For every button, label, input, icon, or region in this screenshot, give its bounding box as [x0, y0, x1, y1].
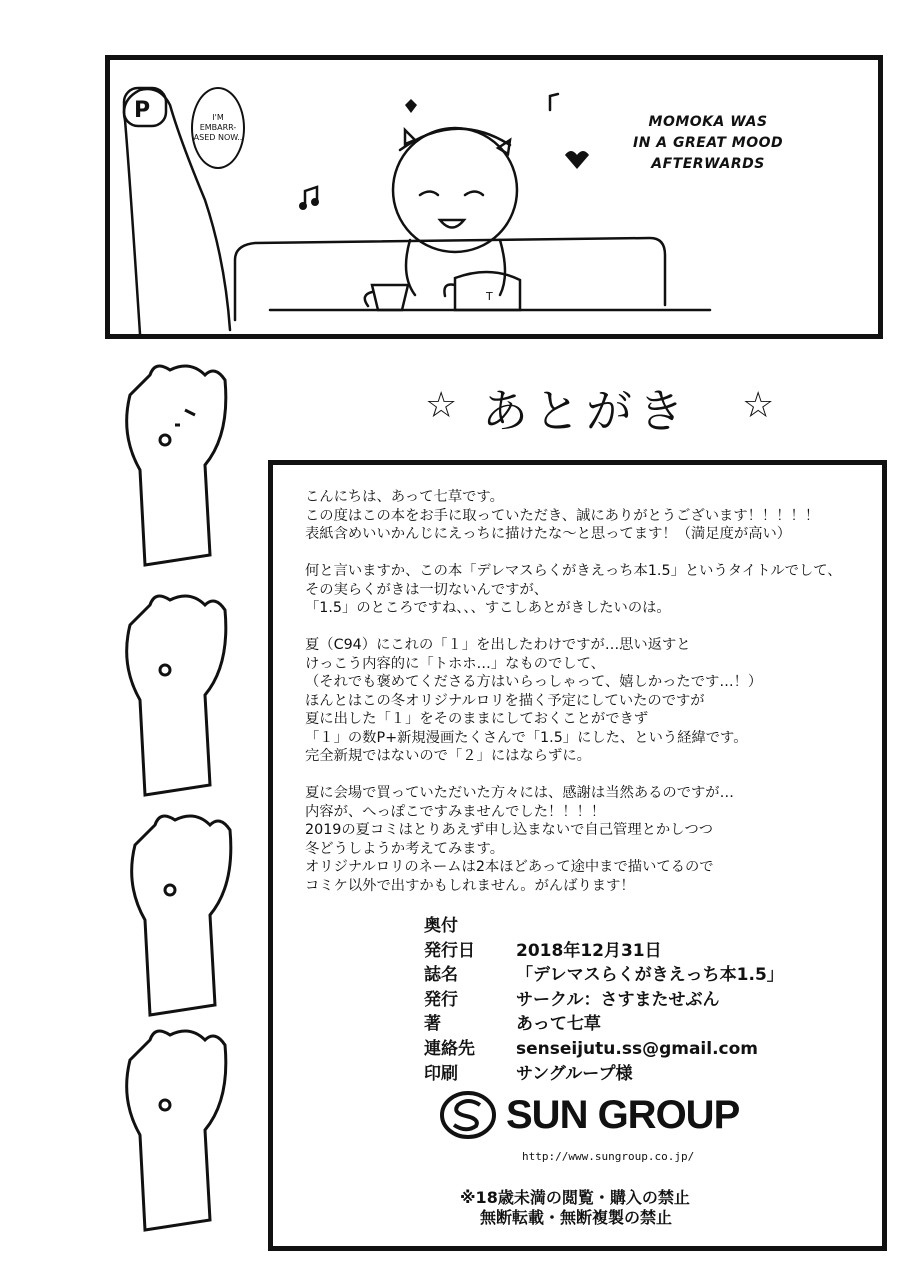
- body-line: 内容が、へっぽこですみませんでした！！！！: [305, 803, 606, 820]
- star-icon: ☆: [425, 385, 458, 426]
- sign-letter: P: [134, 98, 151, 123]
- body-line: ほんとはこの冬オリジナルロリを描く予定にしていたのですが: [305, 692, 705, 709]
- bear-doodle: [132, 816, 231, 1015]
- warnings: [460, 1188, 690, 1228]
- body-line: [305, 766, 842, 785]
- copy-warning: 無断転載・無断複製の禁止: [480, 1208, 673, 1227]
- colophon-row: [424, 1012, 784, 1037]
- colophon-key: 著: [424, 1014, 441, 1035]
- colophon-key: 発行日: [424, 940, 475, 961]
- caption-line: IN A GREAT MOOD: [633, 135, 784, 151]
- bear-doodle: [127, 1031, 226, 1230]
- printer-url: http://www.sungroup.co.jp/: [522, 1150, 695, 1163]
- caption-line: MOMOKA WAS: [648, 114, 768, 130]
- colophon-value: あって七草: [516, 1014, 601, 1035]
- body-line: 夏に会場で買っていただいた方々には、感謝は当然あるのですが…: [305, 785, 734, 801]
- colophon-row: [424, 1037, 784, 1062]
- body-line: 完全新規ではないので「２」にはならずに。: [305, 748, 591, 764]
- bear-doodles: [110, 355, 260, 1255]
- body-line: オリジナルロリのネームは2本ほどあって途中まで描いてるので: [305, 859, 714, 875]
- colophon-value: 「デレマスらくがきえっち本1.5」: [516, 965, 784, 986]
- afterword-body: [305, 488, 842, 895]
- body-line: その実らくがきは一切ないんですが、: [305, 581, 549, 598]
- colophon-key: 発行: [424, 989, 458, 1010]
- body-line: 夏（C94）にこれの「１」を出したわけですが…思い返すと: [305, 637, 691, 653]
- logo-text: SUN GROUP: [506, 1093, 740, 1137]
- colophon-value: 2018年12月31日: [516, 940, 662, 961]
- body-line: 夏に出した「１」をそのままにしておくことができず: [305, 711, 649, 727]
- body-line: 冬どうしようか考えてみます。: [305, 840, 505, 857]
- colophon-row: [424, 963, 784, 988]
- comic-panel: [105, 55, 883, 339]
- caption-line: AFTERWARDS: [651, 156, 765, 172]
- body-line: 「1.5」のところですね、、、すこしあとがきしたいのは。: [305, 600, 671, 616]
- sun-group-logo: [440, 1090, 739, 1140]
- bear-doodle: [127, 596, 226, 795]
- colophon-value: senseijutu.ss@gmail.com: [516, 1038, 759, 1059]
- colophon-key: 印刷: [424, 1063, 458, 1084]
- colophon-key: 誌名: [424, 965, 458, 986]
- bear-doodle: [127, 366, 226, 565]
- colophon-value: サークル：さすまたせぶん: [516, 989, 720, 1010]
- speech-bubble: I'M EMBARR-ASED NOW..: [191, 87, 245, 169]
- star-icon: ☆: [742, 385, 775, 426]
- afterword-title: あとがき: [482, 384, 690, 438]
- body-line: 表紙含めいいかんじにえっちに描けたな～と思ってます！（満足度が高い）: [305, 526, 792, 542]
- colophon: [424, 914, 784, 1086]
- colophon-row: [424, 988, 784, 1013]
- body-line: この度はこの本をお手に取っていただき、誠にありがとうございます！！！！！: [305, 507, 820, 524]
- body-line: [305, 544, 842, 563]
- colophon-value: サングループ様: [516, 1063, 633, 1084]
- body-line: 「１」の数P+新規漫画たくさんで「1.5」にした、という経緯です。: [305, 729, 748, 746]
- colophon-row: [424, 939, 784, 964]
- sun-group-emblem-icon: [440, 1091, 496, 1139]
- body-line: コミケ以外で出すかもしれません。がんばります！: [305, 877, 635, 894]
- body-line: 何と言いますか、この本「デレマスらくがきえっち本1.5」というタイトルでして、: [305, 563, 842, 579]
- body-line: けっこう内容的に「トホホ…」なものでして、: [305, 655, 605, 672]
- body-line: （それでも褒めてくださる方はいらっしゃって、嬉しかったです…！）: [305, 674, 763, 690]
- colophon-row: [424, 1062, 784, 1087]
- colophon-key: 連絡先: [424, 1038, 475, 1059]
- body-line: [305, 618, 842, 637]
- body-line: 2019の夏コミはとりあえず申し込まないで自己管理とかしつつ: [305, 822, 714, 838]
- colophon-heading: 奥付: [424, 916, 458, 936]
- body-line: こんにちは、あって七草です。: [305, 489, 504, 505]
- teapot-letter: T: [486, 290, 493, 303]
- panel-caption: [633, 112, 783, 175]
- age-warning: ※18歳未満の閲覧・購入の禁止: [460, 1188, 690, 1207]
